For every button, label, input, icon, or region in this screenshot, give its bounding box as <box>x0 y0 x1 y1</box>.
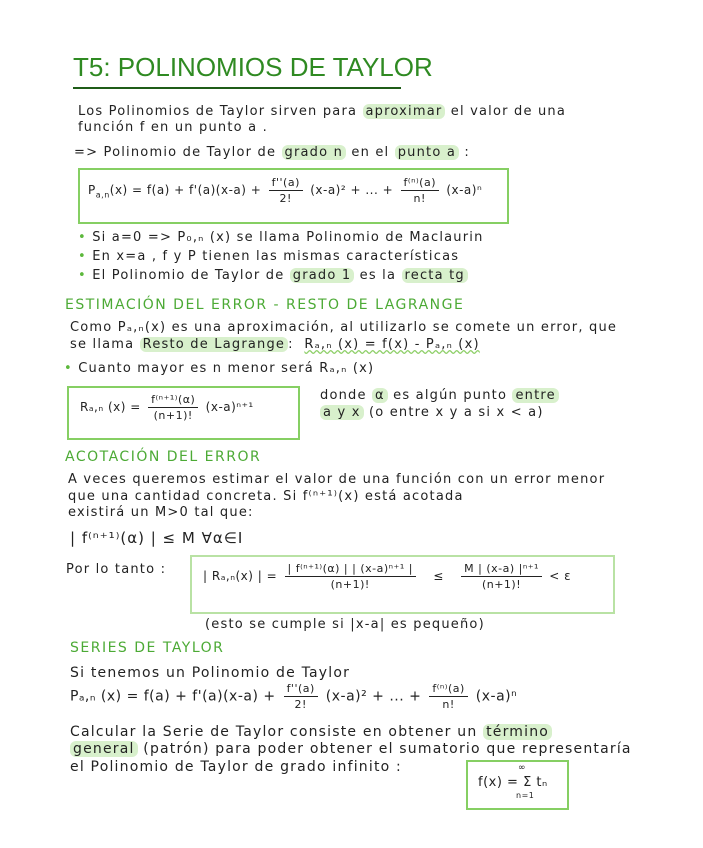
lagrange-formula: Rₐ,ₙ (x) = $\frac{\text{f⁽ⁿ⁺¹⁾(α)}}{(n+1)!}$ (x-a)ⁿ⁺¹ <box>80 393 254 422</box>
series-line-1: Si tenemos un Polinomio de Taylor <box>70 665 351 681</box>
series-line-4: el Polinomio de Taylor de grado infinito : <box>70 759 402 775</box>
series-line-2: Calcular la Serie de Taylor consiste en obtener un término <box>70 724 552 740</box>
heading-acotacion: ACOTACIÓN DEL ERROR <box>65 449 262 465</box>
acotacion-line-1: A veces queremos estimar el valor de una función con un error menor <box>68 472 606 487</box>
alpha-note-1: donde α es algún punto entre <box>320 388 559 403</box>
bullet-maclaurin: • Si a=0 => P₀,ₙ (x) se llama Polinomio de Maclaurin <box>78 230 484 245</box>
por-lo-tanto: Por lo tanto : <box>66 562 167 577</box>
bullet-cuanto-mayor: • Cuanto mayor es n menor será Rₐ,ₙ (x) <box>64 361 375 376</box>
heading-series: SERIES DE TAYLOR <box>70 640 225 656</box>
bound-inequality: | f⁽ⁿ⁺¹⁾(α) | ≤ M ∀α∈I <box>70 529 244 547</box>
alpha-note-2: a y x (o entre x y a si x < a) <box>320 405 544 420</box>
series-line-3: general (patrón) para poder obtener el sumatorio que representaría <box>70 741 632 757</box>
intro-line-2: función f en un punto a . <box>78 120 268 135</box>
bullet-grade-1: • El Polinomio de Taylor de grado 1 es la recta tg <box>78 268 468 283</box>
acotacion-line-3: existirá un M>0 tal que: <box>68 505 254 520</box>
lagrange-line-1: Como Pₐ,ₙ(x) es una aproximación, al utilizarlo se comete un error, que <box>70 320 618 335</box>
intro-line-1: Los Polinomios de Taylor sirven para aproximar el valor de una <box>78 104 567 119</box>
page-title: T5: POLINOMIOS DE TAYLOR <box>73 52 433 82</box>
definition-line: => Polinomio de Taylor de grado n en el punto a : <box>74 145 470 160</box>
title-underline <box>73 87 401 89</box>
lagrange-line-2: se llama Resto de Lagrange : Rₐ,ₙ (x) = f(x) - Pₐ,ₙ (x) <box>70 337 480 352</box>
bullet-same-characteristics: • En x=a , f y P tienen las mismas características <box>78 249 460 264</box>
error-bound-formula: | Rₐ,ₙ(x) | = $\frac{\text{| f⁽ⁿ⁺¹⁾(α) | | (x-a)ⁿ⁺¹ |}}{(n+1)!}$ ≤ $\frac{\text{M | (x-a) |ⁿ⁺¹}}{(n+1)!}$ < ε <box>203 562 572 591</box>
taylor-formula: $P_{a,n}(x) = f(a) + f'(a)(x-a)$ + $\frac{f''(a)}{2!}$ (x-a)² + ... + $\frac{\text{f⁽ⁿ⁾(a)}}{n!}$ (x-a)ⁿ <box>88 176 483 205</box>
heading-lagrange: ESTIMACIÓN DEL ERROR - RESTO DE LAGRANGE <box>65 297 465 313</box>
error-bound-note: (esto se cumple si |x-a| es pequeño) <box>205 617 485 632</box>
series-formula: Pₐ,ₙ (x) = f(a) + f'(a)(x-a) + $\frac{f''(a)}{2!}$ (x-a)² + ... + $\frac{\text{f⁽ⁿ⁾(a)}}{n!}$ (x-a)ⁿ <box>70 682 518 711</box>
acotacion-line-2: que una cantidad concreta. Si f⁽ⁿ⁺¹⁾(x) está acotada <box>68 489 464 504</box>
series-sum-formula: ∞ n=1 f(x) = Σ tₙ <box>478 763 548 800</box>
